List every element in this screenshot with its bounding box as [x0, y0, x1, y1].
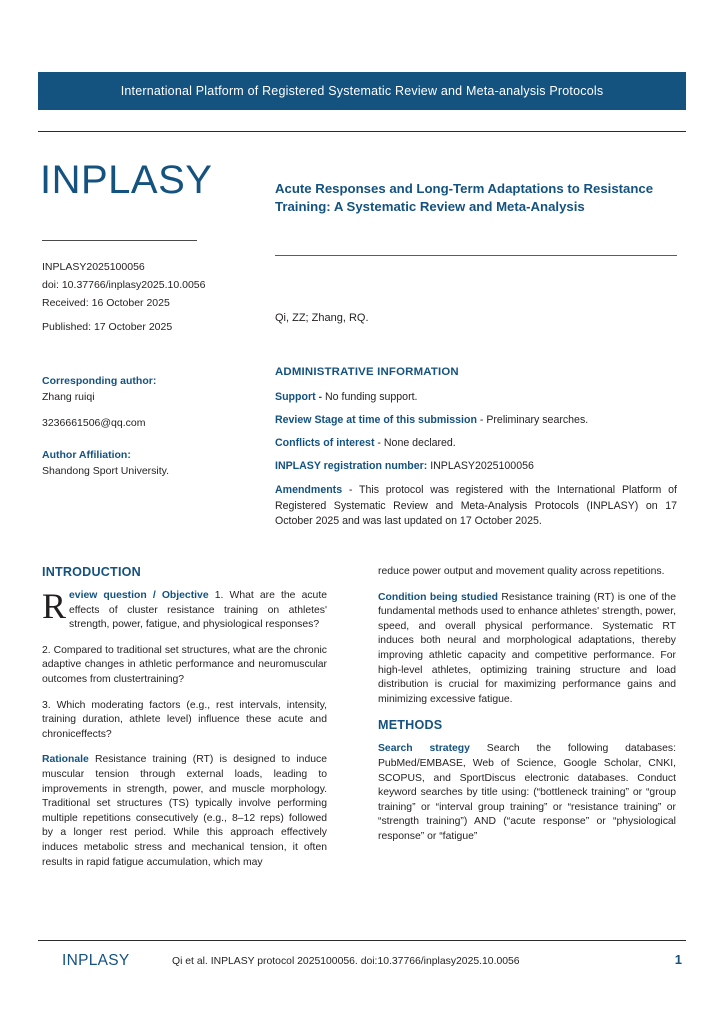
admin-value-conflicts: - None declared. [374, 437, 456, 449]
author-affiliation-block [42, 448, 257, 479]
article-title: Acute Responses and Long-Term Adaptations to Resistance Training: A Systematic Review and Meta-Analysis [275, 181, 654, 214]
admin-value-review-stage: - Preliminary searches. [476, 414, 589, 426]
paragraph-review-question-2: 2. Compared to traditional set structures, what are the chronic adaptive changes in athletic performance and neuromuscular outcomes from clustertraining? [42, 644, 327, 685]
registration-id: INPLASY2025100056 [42, 261, 145, 273]
doi: doi: 10.37766/inplasy2025.10.0056 [42, 279, 206, 291]
corresponding-author-label: Corresponding author: [42, 375, 157, 387]
article-authors: Qi, ZZ; Zhang, RQ. [275, 312, 369, 324]
masthead-divider [42, 240, 197, 241]
body-column-right [378, 565, 676, 856]
amendments-block [275, 483, 677, 530]
paragraph-review-question-3: 3. Which moderating factors (e.g., rest intervals, intensity, training duration, athlete level) influence these acute and chroniceffects? [42, 699, 327, 740]
footer-brand: INPLASY [62, 952, 130, 969]
admin-row-review-stage [275, 412, 677, 429]
header-divider [38, 131, 686, 132]
admin-row-support [275, 389, 677, 406]
dropcap-letter: R [42, 586, 67, 626]
administrative-information-list [275, 389, 677, 481]
admin-value-support: No funding support. [322, 391, 418, 403]
paragraph-search-strategy [378, 742, 676, 844]
condition-label: Condition being studied [378, 591, 498, 603]
admin-label-support: Support - [275, 391, 323, 403]
admin-label-registration: INPLASY registration number: [275, 460, 428, 472]
corresponding-author-block [42, 374, 257, 432]
corresponding-author-name: Zhang ruiqi [42, 390, 95, 403]
author-affiliation-value: Shandong Sport University. [42, 464, 170, 477]
condition-text: Resistance training (RT) is one of the fundamental methods used to enhance athletes' strength, power, speed, and overall physical performance. Systematic RT induces both neural and morphological adaptations, thereby improving athletic capacity and competitive performance. For high-level athletes, optimizing training structure and load distribution is crucial for maximizing performance gains and minimizing excessive fatigue. [378, 591, 676, 705]
admin-label-conflicts: Conflicts of interest [275, 437, 375, 449]
footer-citation: Qi et al. INPLASY protocol 2025100056. doi:10.37766/inplasy2025.10.0056 [172, 956, 520, 967]
admin-row-registration [275, 458, 677, 475]
admin-row-conflicts [275, 435, 677, 452]
author-affiliation-label: Author Affiliation: [42, 449, 131, 461]
journal-banner [38, 72, 686, 110]
section-heading-introduction: INTRODUCTION [42, 565, 141, 579]
paragraph-condition-being-studied [378, 591, 676, 708]
admin-label-review-stage: Review Stage at time of this submission [275, 414, 477, 426]
search-strategy-text: Search the following databases: PubMed/EMBASE, Web of Science, Google Scholar, CNKI, SCOPUS, and SportDiscus electronic databases. Conduct keyword searches by title using: (“bottleneck training” or “group training” or “interval group training” or “resistance training” or “strength training”) AND (“acute response” or “physiological response” or “fatigue” [378, 743, 676, 842]
review-question-text: 1. What are the acute effects of cluster resistance training on athletes' strength, power, fatigue, and physiological responses? [69, 590, 327, 631]
section-heading-methods: METHODS [378, 718, 443, 733]
search-strategy-label: Search strategy [378, 743, 470, 755]
title-divider [275, 255, 677, 256]
paragraph-review-question [42, 586, 327, 633]
corresponding-author-email[interactable]: 3236661506@qq.com [42, 417, 146, 429]
amendments-label: Amendments [275, 484, 343, 496]
published-date: Published: 17 October 2025 [42, 321, 173, 333]
paragraph-rationale [42, 753, 327, 870]
received-date: Received: 16 October 2025 [42, 297, 170, 309]
rationale-label: Rationale [42, 754, 89, 766]
article-metadata [42, 258, 252, 336]
administrative-information-heading: ADMINISTRATIVE INFORMATION [275, 366, 459, 378]
amendments-text: - This protocol was registered with the International Platform of Registered Systematic Review and Meta-Analysis Protocols (INPLASY) on 17 October 2025 and was last updated on 17 October 2025. [275, 484, 677, 527]
paragraph-rationale-continued: reduce power output and movement quality across repetitions. [378, 566, 665, 577]
masthead-brand: INPLASY [40, 158, 213, 202]
footer-page-number: 1 [674, 952, 682, 967]
admin-value-registration: INPLASY2025100056 [427, 460, 534, 472]
journal-banner-text: International Platform of Registered Systematic Review and Meta-analysis Protocols [120, 84, 604, 98]
rationale-text: Resistance training (RT) is designed to induce muscular tension through external loads, leading to improvements in strength, power, and muscle morphology. Traditional set structures (TS) typically involve performing multiple repetitions consecutively (e.g., 8–12 reps) followed by a longer rest period. While this approach effectively induces metabolic stress and mechanical tension, it often results in rapid fatigue accumulation, which may [42, 754, 327, 868]
review-question-label: eview question / Objective [69, 590, 209, 601]
body-column-left [42, 565, 327, 881]
footer-divider [38, 940, 686, 941]
